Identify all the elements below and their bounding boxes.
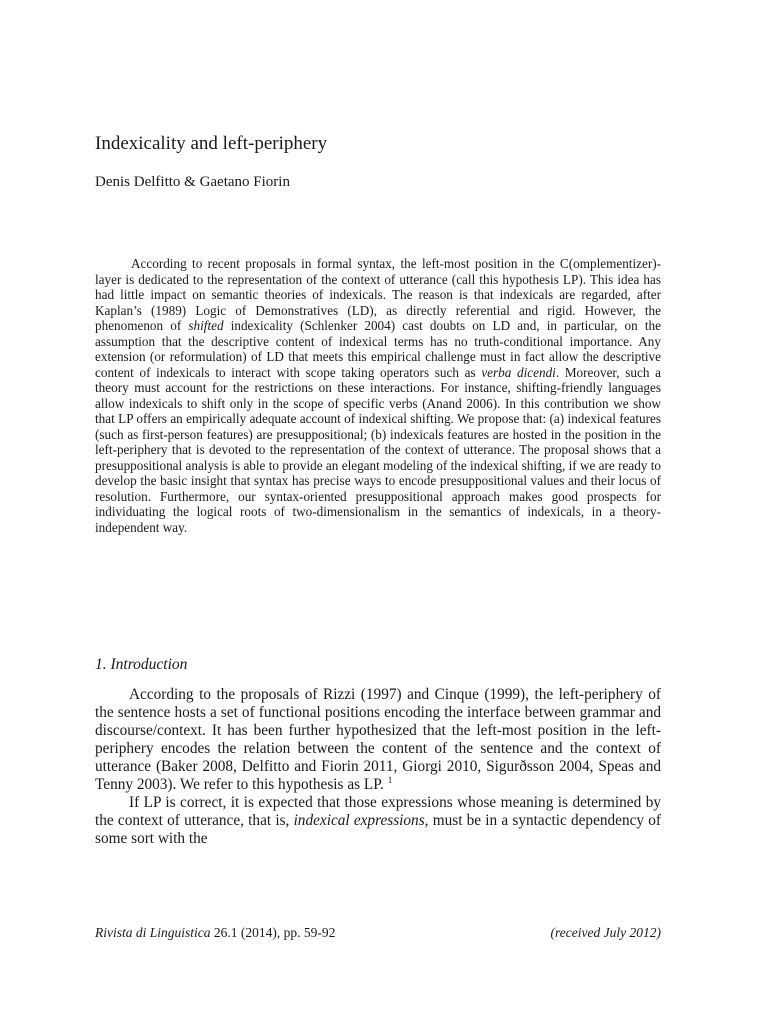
footer-citation — [95, 924, 335, 942]
introduction-paragraph-2-text-b: , must be in a syntactic dependency of some sort with the — [95, 812, 661, 847]
footer-journal: Rivista di Linguistica — [95, 925, 211, 940]
page-footer — [95, 924, 661, 942]
footer-received: (received July 2012) — [550, 925, 661, 940]
introduction-paragraph-2-text-a: If LP is correct, it is expected that those expressions whose meaning is determined by the context of utterance, that is, — [95, 794, 661, 829]
paper-authors: Denis Delfitto & Gaetano Fiorin — [95, 174, 290, 190]
abstract — [95, 256, 661, 535]
introduction-paragraph-2-italic: indexical expressions — [293, 812, 425, 829]
abstract-italic-verba-dicendi: verba dicendi — [481, 364, 556, 380]
introduction-paragraph-1 — [95, 686, 661, 794]
introduction-paragraph-1-text: According to the proposals of Rizzi (1997) and Cinque (1999), the left-periphery of the sentence hosts a set of functional positions encoding the interface between grammar and discourse/context. It has been further hypothesized that the left-most position in the left-periphery encodes the relation between the content of the sentence and the context of utterance (Baker 2008, Delfitto and Fiorin 2011, Giorgi 2010, Sigurðsson 2004, Speas and Tenny 2003). We refer to this hypothesis as LP. — [95, 686, 661, 793]
abstract-text-1: According to recent proposals in formal syntax, the left-most position in the C(omplementizer)-layer is dedicated to the representation of the context of utterance (call this hypothesis LP). This idea has had little impact on semantic theories of indexicals. The reason is that indexicals are regarded, after Kaplan’s (1989) Logic of Demonstratives (LD), as directly referential and rigid. However, the phenomenon of — [95, 256, 661, 333]
section-heading-introduction: 1. Introduction — [95, 656, 188, 673]
introduction-body — [95, 686, 661, 848]
abstract-text-3: . Moreover, such a theory must account for the restrictions on these interactions. For instance, shifting-friendly languages allow indexicals to shift only in the scope of specific verbs (Anand 2006). In this contribution we show that LP offers an empirically adequate account of indexical shifting. We propose that: (a) indexical features (such as first-person features) are presuppositional; (b) indexicals features are hosted in the position in the left-periphery that is devoted to the representation of the context of utterance. The proposal shows that a presuppositional analysis is able to provide an elegant modeling of the indexical shifting, if we are ready to develop the basic insight that syntax has precise ways to encode presuppositional values and their locus of resolution. Furthermore, our syntax-oriented presuppositional approach makes good prospects for individuating the logical roots of two-dimensionalism in the semantics of indexicals, in a theory-independent way. — [95, 364, 662, 535]
footer-volume-pages: 26.1 (2014), pp. 59-92 — [210, 925, 336, 940]
footnote-marker[interactable]: 1 — [387, 774, 393, 785]
abstract-text-2: indexicality (Schlenker 2004) cast doubts on LD and, in particular, on the assumption that the descriptive content of indexical terms has no truth-conditional importance. Any extension (or reformulation) of LD that meets this empirical challenge must in fact allow the descriptive content of indexicals to interact with scope taking operators such as — [95, 318, 661, 380]
introduction-paragraph-2 — [95, 794, 661, 848]
abstract-italic-shifted: shifted — [188, 318, 224, 333]
paper-title: Indexicality and left-periphery — [95, 133, 328, 154]
